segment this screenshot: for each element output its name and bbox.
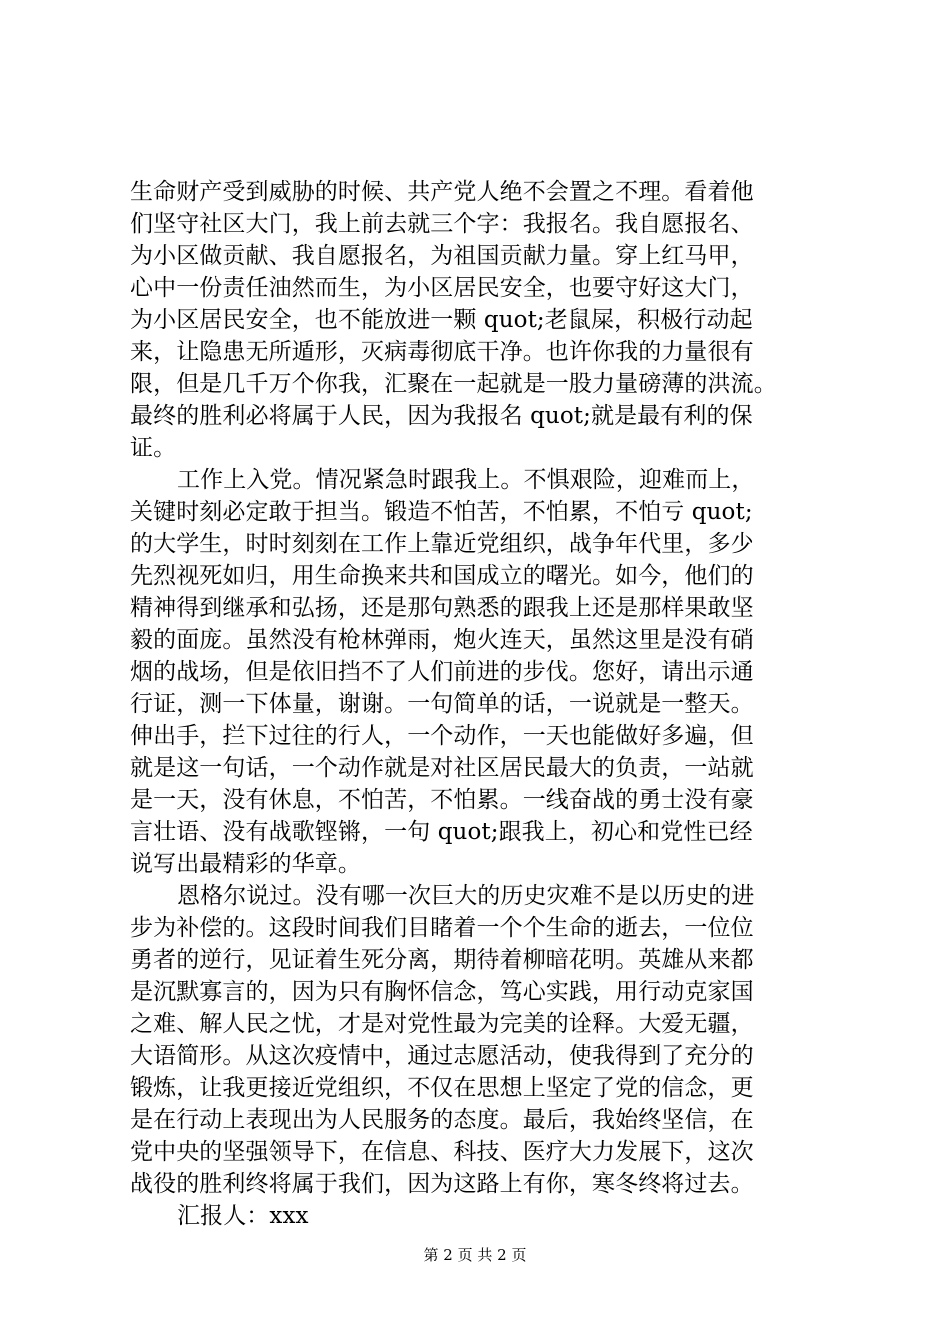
paragraph-3-line-3: 勇者的逆行，见证着生死分离，期待着柳暗花明。英雄从来都	[130, 947, 754, 973]
paragraph-3-line-6: 大语简形。从这次疫情中，通过志愿活动，使我得到了充分的	[130, 1043, 754, 1069]
paragraph-3-line-8: 是在行动上表现出为人民服务的态度。最后，我始终坚信，在	[130, 1107, 754, 1133]
paragraph-2-line-2: 关键时刻必定敢于担当。锻造不怕苦，不怕累，不怕亏 quot;	[130, 499, 753, 525]
paragraph-1-line-5: 为小区居民安全，也不能放进一颗 quot;老鼠屎，积极行动起	[130, 307, 753, 333]
paragraph-3-line-7: 锻炼，让我更接近党组织，不仅在思想上坚定了党的信念，更	[130, 1075, 754, 1101]
paragraph-2-line-10: 就是这一句话，一个动作就是对社区居民最大的负责，一站就	[130, 755, 754, 781]
paragraph-2-line-3: 的大学生，时时刻刻在工作上靠近党组织，战争年代里，多少	[130, 531, 754, 557]
page-number-footer: 第 2 页 共 2 页	[423, 1246, 527, 1264]
paragraph-2-line-7: 烟的战场，但是依旧挡不了人们前进的步伐。您好，请出示通	[130, 659, 754, 685]
paragraph-2-line-9: 伸出手，拦下过往的行人，一个动作，一天也能做好多遍，但	[130, 723, 754, 749]
paragraph-2-line-5: 精神得到继承和弘扬，还是那句熟悉的跟我上还是那样果敢坚	[130, 595, 754, 621]
paragraph-3-line-10: 战役的胜利终将属于我们，因为这路上有你，寒冬终将过去。	[130, 1171, 754, 1197]
paragraph-1-line-8: 最终的胜利必将属于人民，因为我报名 quot;就是最有利的保	[130, 403, 753, 429]
paragraph-2-line-11: 是一天，没有休息，不怕苦，不怕累。一线奋战的勇士没有豪	[130, 787, 754, 813]
paragraph-2-line-12: 言壮语、没有战歌铿锵，一句 quot;跟我上，初心和党性已经	[130, 819, 753, 845]
paragraph-1-line-7: 限，但是几千万个你我，汇聚在一起就是一股力量磅薄的洪流。	[130, 371, 777, 397]
paragraph-2-line-6: 毅的面庞。虽然没有枪林弹雨，炮火连天，虽然这里是没有硝	[130, 627, 754, 653]
paragraph-1-line-1: 生命财产受到威胁的时候、共产党人绝不会置之不理。看着他	[130, 179, 754, 205]
paragraph-1-line-2: 们坚守社区大门，我上前去就三个字：我报名。我自愿报名、	[130, 211, 754, 237]
paragraph-2-line-13: 说写出最精彩的华章。	[130, 851, 361, 877]
paragraph-3-line-2: 步为补偿的。这段时间我们目睹着一个个生命的逝去，一位位	[130, 915, 754, 941]
paragraph-3-line-5: 之难、解人民之忧，才是对党性最为完美的诠释。大爱无疆，	[130, 1011, 754, 1037]
paragraph-3-line-4: 是沉默寡言的，因为只有胸怀信念，笃心实践，用行动克家国	[130, 979, 754, 1005]
paragraph-2-line-4: 先烈视死如归，用生命换来共和国成立的曙光。如今，他们的	[130, 563, 754, 589]
paragraph-3-line-9: 党中央的坚强领导下，在信息、科技、医疗大力发展下，这次	[130, 1139, 754, 1165]
paragraph-1-line-6: 来，让隐患无所遁形，灭病毒彻底干净。也许你我的力量很有	[130, 339, 754, 365]
paragraph-1-line-9: 证。	[130, 435, 177, 461]
paragraph-2-line-1: 工作上入党。情况紧急时跟我上。不惧艰险，迎难而上，	[177, 467, 755, 493]
signature-line: 汇报人：xxx	[177, 1203, 309, 1229]
paragraph-1-line-4: 心中一份责任油然而生，为小区居民安全，也要守好这大门，	[130, 275, 754, 301]
paragraph-3-line-1: 恩格尔说过。没有哪一次巨大的历史灾难不是以历史的进	[177, 883, 755, 909]
paragraph-2-line-8: 行证，测一下体量，谢谢。一句简单的话，一说就是一整天。	[130, 691, 754, 717]
paragraph-1-line-3: 为小区做贡献、我自愿报名，为祖国贡献力量。穿上红马甲，	[130, 243, 754, 269]
